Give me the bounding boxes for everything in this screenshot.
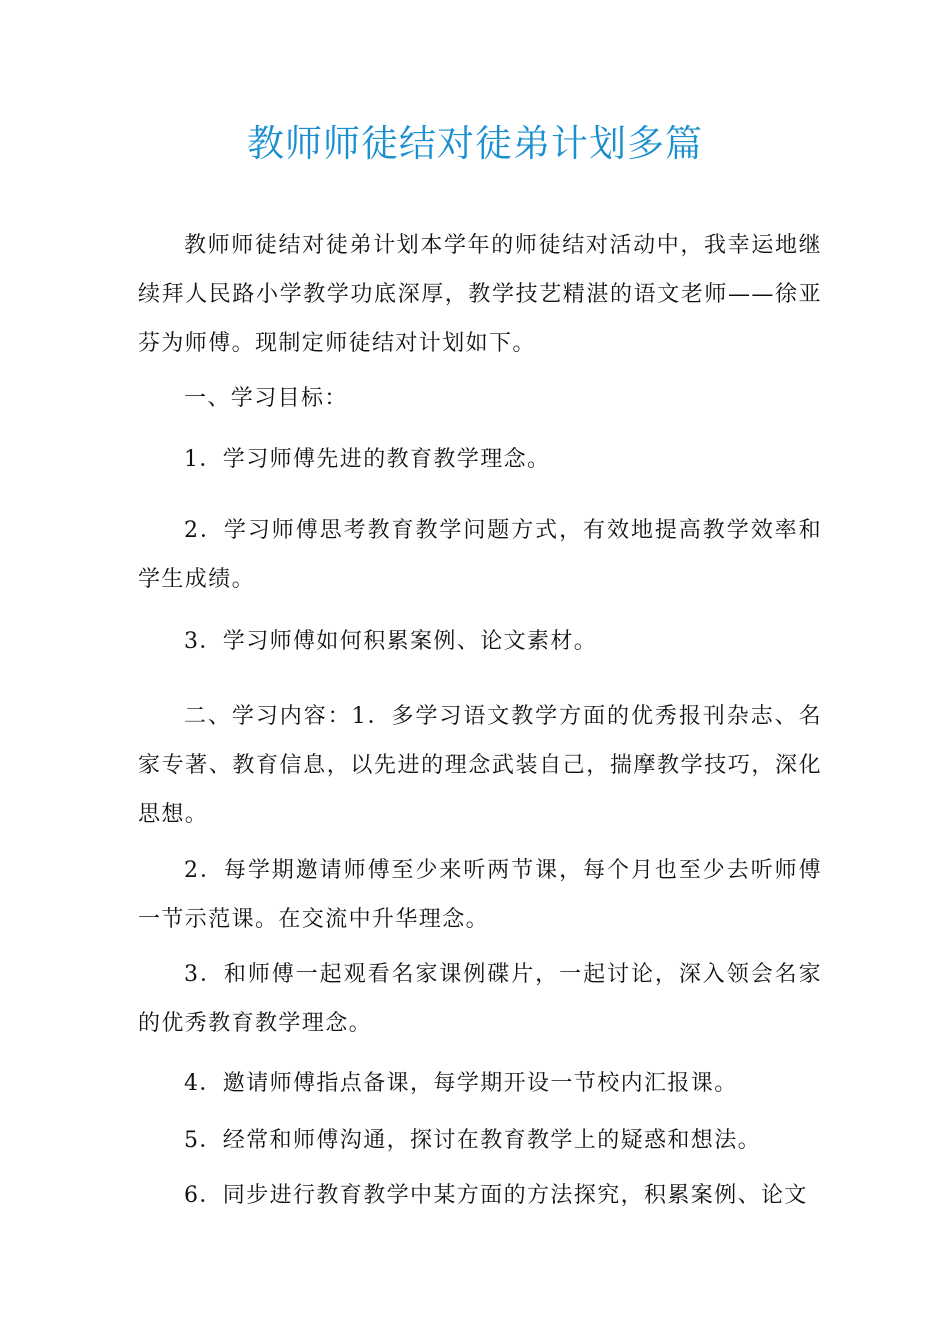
content-item-4: 4．邀请师傅指点备课，每学期开设一节校内汇报课。 — [184, 1071, 738, 1096]
goal-item-2: 2．学习师傅思考教育教学问题方式，有效地提高教学效率和学生成绩。 — [138, 518, 822, 592]
content-item-1: 二、学习内容：1．多学习语文教学方面的优秀报刊杂志、名家专著、教育信息，以先进的理念武装自己，揣摩教学技巧，深化思想。 — [138, 704, 822, 827]
document-title: 教师师徒结对徒弟计划多篇 — [247, 122, 703, 165]
section-heading-goals: 一、学习目标： — [184, 386, 348, 411]
content-item-2: 2．每学期邀请师傅至少来听两节课，每个月也至少去听师傅一节示范课。在交流中升华理念。 — [138, 858, 822, 932]
content-item-6: 6．同步进行教育教学中某方面的方法探究，积累案例、论文 — [184, 1183, 808, 1208]
goal-item-1: 1．学习师傅先进的教育教学理念。 — [184, 447, 551, 472]
content-item-5: 5．经常和师傅沟通，探讨在教育教学上的疑惑和想法。 — [184, 1128, 761, 1153]
content-item-3: 3．和师傅一起观看名家课例碟片，一起讨论，深入领会名家的优秀教育教学理念。 — [138, 962, 822, 1036]
goal-item-3: 3．学习师傅如何积累案例、论文素材。 — [184, 629, 598, 654]
intro-paragraph: 教师师徒结对徒弟计划本学年的师徒结对活动中，我幸运地继续拜人民路小学教学功底深厚，教学技艺精湛的语文老师——徐亚芬为师傅。现制定师徒结对计划如下。 — [138, 233, 822, 356]
